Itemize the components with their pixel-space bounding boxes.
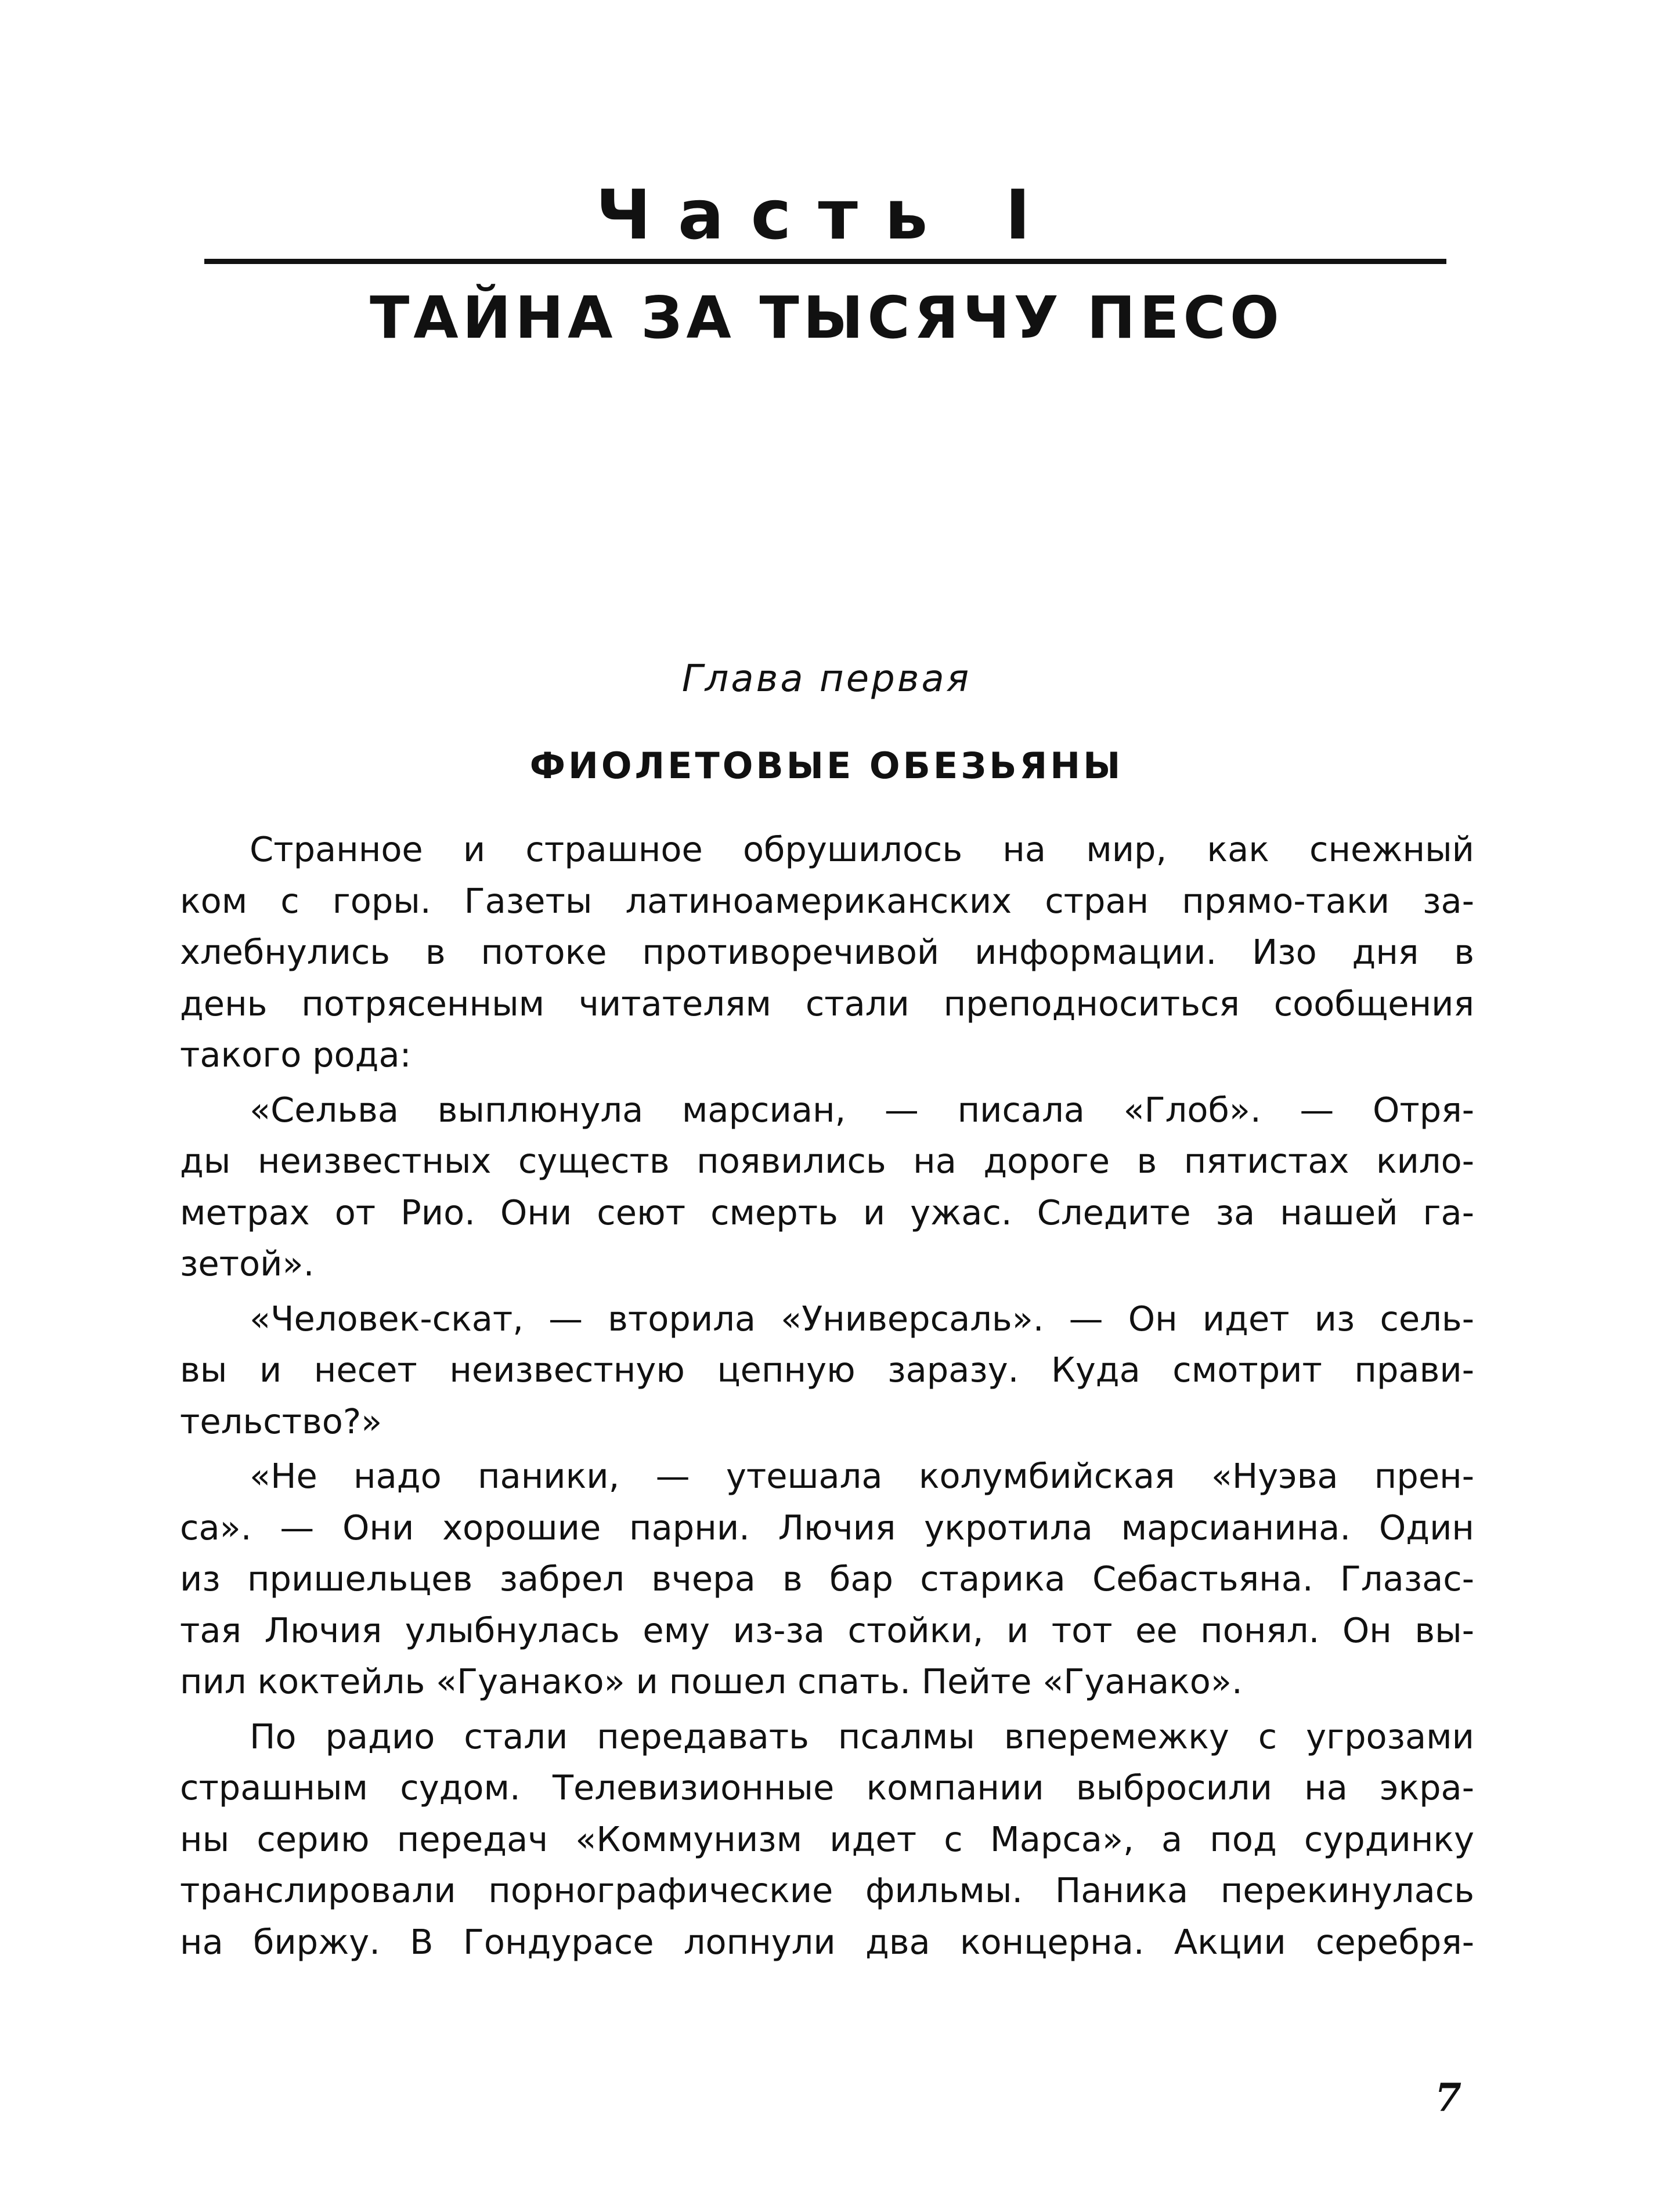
text-line: страшным судом. Телевизионные компании выбросили на экра- <box>180 1768 1474 1808</box>
text-line: «Сельва выплюнула марсиан, — писала «Глоб». — Отря- <box>250 1089 1474 1130</box>
text-line: день потрясенным читателям стали преподноситься сообщения <box>180 983 1474 1024</box>
text-line: пил коктейль «Гуанако» и пошел спать. Пейте «Гуанако». <box>180 1661 1243 1701</box>
text-line: ды неизвестных существ появились на дороге в пятистах кило- <box>180 1141 1474 1181</box>
text-line: такого рода: <box>180 1035 412 1075</box>
text-line: тая Лючия улыбнулась ему из-за стойки, и тот ее понял. Он вы- <box>180 1610 1474 1650</box>
text-line: метрах от Рио. Они сеют смерть и ужас. Следите за нашей га- <box>180 1192 1474 1232</box>
page-number: 7 <box>1435 2075 1461 2120</box>
text-line: из пришельцев забрел вчера в бар старика Себастьяна. Глазас- <box>180 1559 1474 1599</box>
chapter-body-text <box>180 824 1474 1968</box>
chapter-title: ФИОЛЕТОВЫЕ ОБЕЗЬЯНЫ <box>529 744 1124 787</box>
text-line: вы и несет неизвестную цепную заразу. Куда смотрит прави- <box>180 1350 1474 1390</box>
text-line: Странное и страшное обрушилось на мир, как снежный <box>250 829 1474 869</box>
text-line: По радио стали передавать псалмы вперемежку с угрозами <box>250 1716 1474 1756</box>
book-title: ТАЙНА ЗА ТЫСЯЧУ ПЕСО <box>370 284 1283 352</box>
text-line: «Не надо паники, — утешала колумбийская «Нуэва прен- <box>250 1456 1474 1496</box>
title-divider <box>204 259 1446 264</box>
text-line: транслировали порнографические фильмы. Паника перекинулась <box>180 1870 1474 1910</box>
text-line: са». — Они хорошие парни. Лючия укротила марсианина. Один <box>180 1507 1474 1548</box>
text-line: ком с горы. Газеты латиноамериканских стран прямо-таки за- <box>180 880 1474 921</box>
text-line: «Человек-скат, — вторила «Универсаль». — Он идет из сель- <box>250 1298 1474 1339</box>
text-line: на биржу. В Гондурасе лопнули два концерна. Акции серебря- <box>180 1921 1474 1962</box>
chapter-label: Глава первая <box>681 657 972 700</box>
text-line: тельство?» <box>180 1401 382 1441</box>
text-line: ны серию передач «Коммунизм идет с Марса», а под сурдинку <box>180 1819 1474 1859</box>
text-line: хлебнулись в потоке противоречивой информации. Изо дня в <box>180 932 1474 972</box>
part-heading: Часть I <box>595 175 1058 255</box>
text-line: зетой». <box>180 1244 315 1284</box>
